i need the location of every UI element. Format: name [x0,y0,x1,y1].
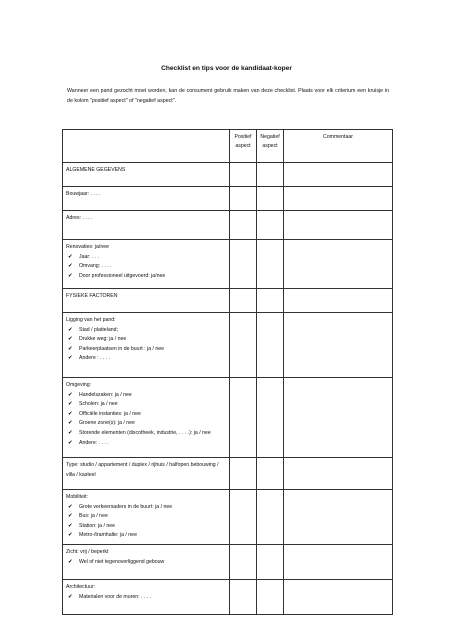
checkmark-icon: ✔ [68,253,73,260]
list-item-text: Materialen voor de muren: . . . . [79,593,152,600]
table-row [63,211,393,240]
criterium-cell [63,378,230,458]
criterium-label: FYSIEKE FACTOREN [66,293,118,299]
list-item [66,522,226,532]
checkmark-icon: ✔ [68,593,73,600]
header-criterium [63,130,230,163]
commentaar-cell[interactable] [284,313,393,378]
criterium-label: Mobiliteit: [66,494,88,500]
commentaar-cell[interactable] [284,490,393,545]
list-item [66,253,226,263]
commentaar-cell[interactable] [284,240,393,289]
negatief-cell[interactable] [257,289,284,313]
negatief-cell[interactable] [257,211,284,240]
list-item-text: Handelszaken: ja / nee [79,391,132,398]
list-item [66,439,226,449]
positief-cell[interactable] [230,313,257,378]
list-item [66,354,226,364]
checkmark-icon: ✔ [68,410,73,417]
criterium-sublist [66,391,226,449]
table-row [63,187,393,211]
criterium-label: Zicht: vrij / beperkt [66,549,109,555]
table-row [63,545,393,580]
criterium-label: Type: studio / appartement / duplex / rijhuis / halfopen bebouwing / villa / kasteel [66,462,219,478]
criterium-cell [63,163,230,187]
negatief-cell[interactable] [257,490,284,545]
negatief-cell[interactable] [257,187,284,211]
checkmark-icon: ✔ [68,420,73,427]
list-item-text: Storende elementen (discotheek, industrie, . . . .): ja / nee [79,429,211,436]
negatief-cell[interactable] [257,378,284,458]
checkmark-icon: ✔ [68,503,73,510]
table-row [63,458,393,490]
positief-cell[interactable] [230,458,257,490]
checkmark-icon: ✔ [68,263,73,270]
positief-cell[interactable] [230,163,257,187]
list-item [66,410,226,420]
header-negatief: Negatief aspect [257,130,284,163]
criterium-label: Ligging van het pand: [66,317,116,323]
criterium-label: Omgeving: [66,382,92,388]
list-item [66,326,226,336]
table-row [63,378,393,458]
checkmark-icon: ✔ [68,272,73,279]
criterium-cell [63,458,230,490]
list-item-text: Scholen: ja / nee [79,401,118,408]
criterium-label: ALGEMENE GEGEVENS [66,167,126,173]
commentaar-cell[interactable] [284,580,393,615]
criterium-cell [63,211,230,240]
checkmark-icon: ✔ [68,439,73,446]
checklist-table [62,129,393,615]
criterium-label: Adres: . . . . [66,215,93,221]
negatief-cell[interactable] [257,458,284,490]
list-item-text: Station: ja / nee [79,522,116,529]
header-positief: Positief aspect [230,130,257,163]
list-item-text: Groene zone(s): ja / nee [79,420,135,427]
positief-cell[interactable] [230,378,257,458]
criterium-cell [63,490,230,545]
positief-cell[interactable] [230,580,257,615]
list-item [66,335,226,345]
list-item-text: Metro-/tramhalte: ja / nee [79,532,137,539]
checkmark-icon: ✔ [68,355,73,362]
list-item [66,593,226,603]
list-item [66,391,226,401]
list-item [66,272,226,282]
criterium-cell [63,240,230,289]
commentaar-cell[interactable] [284,289,393,313]
commentaar-cell[interactable] [284,163,393,187]
list-item-text: Andere : . . . . [79,355,111,362]
negatief-cell[interactable] [257,545,284,580]
criterium-cell [63,187,230,211]
list-item [66,400,226,410]
criterium-sublist [66,326,226,364]
commentaar-cell[interactable] [284,211,393,240]
positief-cell[interactable] [230,211,257,240]
positief-cell[interactable] [230,240,257,289]
checkmark-icon: ✔ [68,532,73,539]
list-item [66,512,226,522]
negatief-cell[interactable] [257,580,284,615]
criterium-label: Bouwjaar: . . . . [66,191,101,197]
criterium-sublist [66,593,226,603]
checkmark-icon: ✔ [68,345,73,352]
list-item [66,429,226,439]
checkmark-icon: ✔ [68,558,73,565]
commentaar-cell[interactable] [284,545,393,580]
criterium-cell [63,545,230,580]
list-item-text: Omvang: . . . . [79,263,112,270]
list-item-text: Wel of niet tegenoverliggend gebouw [79,558,165,565]
criterium-label: Architectuur: [66,584,96,590]
list-item-text: Jaar: . . . [79,253,100,260]
list-item-text: Stad / platteland; [79,326,118,333]
list-item [66,419,226,429]
criterium-sublist [66,253,226,282]
table-row [63,490,393,545]
table-header-row [63,130,393,163]
criterium-sublist [66,558,226,568]
criterium-cell [63,580,230,615]
criterium-cell [63,289,230,313]
commentaar-cell[interactable] [284,187,393,211]
list-item [66,558,226,568]
list-item-text: Andere: . . . . [79,439,109,446]
criterium-cell [63,313,230,378]
list-item [66,503,226,513]
table-row [63,163,393,187]
checkmark-icon: ✔ [68,401,73,408]
positief-cell[interactable] [230,289,257,313]
checkmark-icon: ✔ [68,326,73,333]
intro-paragraph: Wanneer een pand gezocht moet worden, kan de consument gebruik maken van deze checklist. Plaats voor elk criterium een kruisje in de kolom "positief aspect" of "negatief aspect". [67,88,389,104]
list-item-text: Officiële instanties: ja / nee [79,410,141,417]
table-body [63,163,393,615]
commentaar-cell[interactable] [284,378,393,458]
checkmark-icon: ✔ [68,522,73,529]
list-item-text: Parkeerplaatsen in de buurt : ja / nee [79,345,165,352]
positief-cell[interactable] [230,490,257,545]
table-row [63,240,393,289]
list-item-text: Drukke weg: ja / nee [79,336,127,343]
criterium-sublist [66,503,226,541]
criterium-label: Renovaties: ja/nee [66,244,109,250]
negatief-cell[interactable] [257,163,284,187]
checkmark-icon: ✔ [68,391,73,398]
checkmark-icon: ✔ [68,429,73,436]
list-item-text: Bus: ja / nee [79,513,108,520]
negatief-cell[interactable] [257,240,284,289]
commentaar-cell[interactable] [284,458,393,490]
document-title: Checklist en tips voor de kandidaat-koper [161,65,292,72]
list-item [66,345,226,355]
list-item-text: Grote verkeersaders in de buurt: ja / nee [79,503,173,510]
table-row [63,289,393,313]
negatief-cell[interactable] [257,313,284,378]
list-item [66,262,226,272]
checkmark-icon: ✔ [68,513,73,520]
header-commentaar: Commentaar [284,130,393,163]
list-item-text: Door professioneel uitgevoerd: ja/nee [79,272,166,279]
table-row [63,580,393,615]
checkmark-icon: ✔ [68,336,73,343]
list-item [66,531,226,541]
positief-cell[interactable] [230,187,257,211]
table-row [63,313,393,378]
positief-cell[interactable] [230,545,257,580]
